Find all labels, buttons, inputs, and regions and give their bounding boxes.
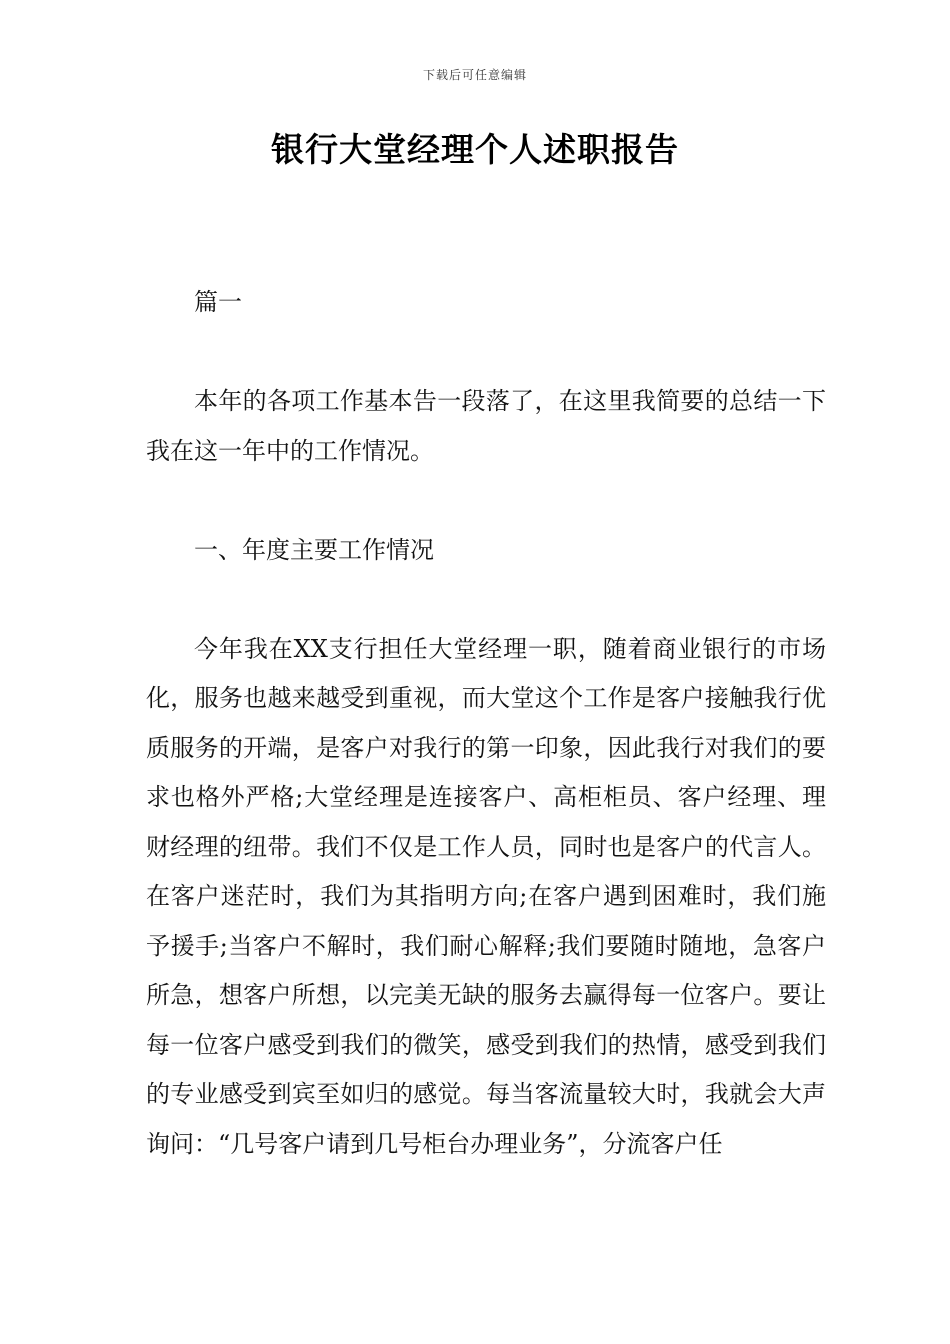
intro-paragraph: 本年的各项工作基本告一段落了，在这里我简要的总结一下我在这一年中的工作情况。 xyxy=(146,387,826,465)
section-label: 篇一 xyxy=(194,288,242,316)
page-header-note: 下载后可任意编辑 xyxy=(422,68,527,82)
section-heading: 一、年度主要工作情况 xyxy=(194,535,434,564)
document-body xyxy=(146,278,826,1169)
document-title: 银行大堂经理个人述职报告 xyxy=(271,130,679,169)
body-paragraph: 今年我在XX支行担任大堂经理一职，随着商业银行的市场化，服务也越来越受到重视，而大堂这个工作是客户接触我行优质服务的开端，是客户对我行的第一印象，因此我行对我们的要求也格外严格;大堂经理是连接客户、高柜柜员、客户经理、理财经理的纽带。我们不仅是工作人员，同时也是客户的代言人。在客户迷茫时，我们为其指明方向;在客户遇到困难时，我们施予援手;当客户不解时，我们耐心解释;我们要随时随地，急客户所急，想客户所想，以完美无缺的服务去赢得每一位客户。要让每一位客户感受到我们的微笑，感受到我们的热情，感受到我们的专业感受到宾至如归的感觉。每当客流量较大时，我就会大声询问：“几号客户请到几号柜台办理业务”，分流客户任 xyxy=(146,634,826,1158)
